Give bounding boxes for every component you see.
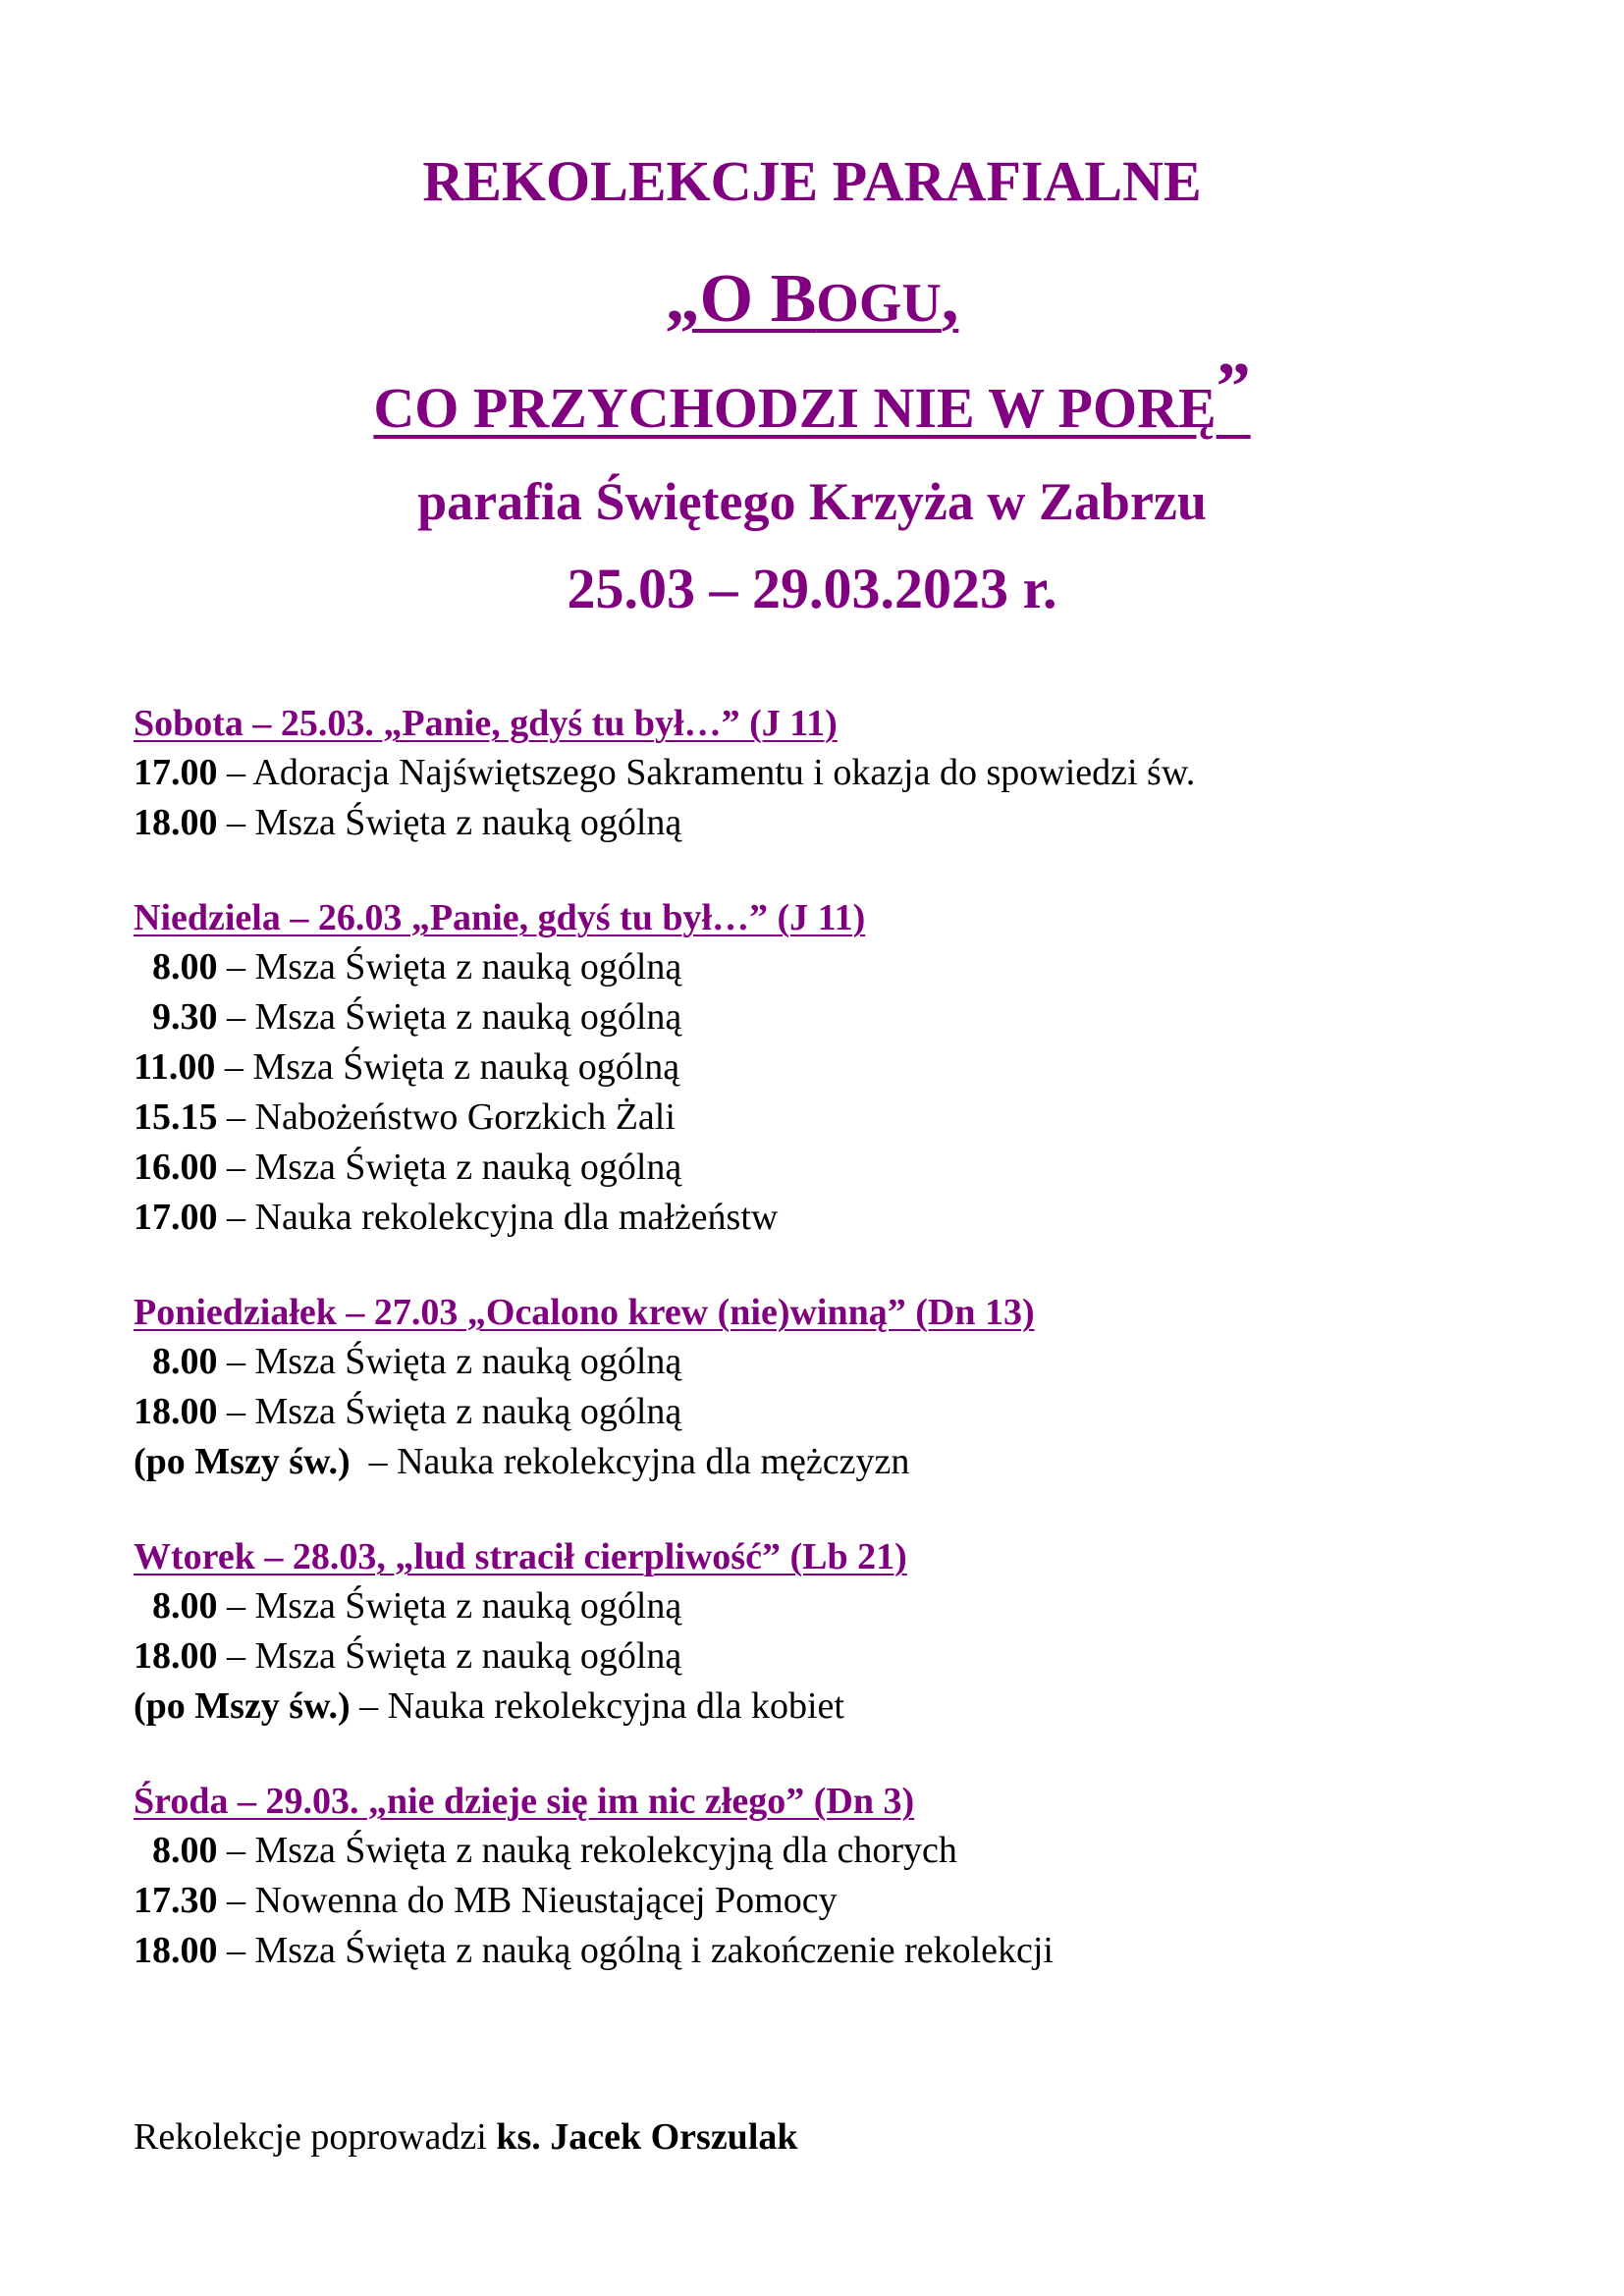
day-section: [134, 1288, 1557, 1487]
entry-time: 15.15: [134, 1096, 218, 1138]
entry-description: – Msza Święta z nauką ogólną: [217, 1147, 682, 1188]
entry-description: – Msza Święta z nauką ogólną: [215, 1046, 680, 1088]
retreat-leader-name: ks. Jacek Orszulak: [496, 2116, 798, 2158]
schedule-entry: [134, 1193, 1557, 1243]
theme-quote-open: „O B: [665, 261, 817, 337]
schedule-entry: [134, 1926, 1557, 1976]
entry-description: – Nowenna do MB Nieustającej Pomocy: [217, 1880, 838, 1921]
entry-time: 18.00: [134, 802, 218, 843]
entry-description: – Msza Święta z nauką ogólną: [217, 802, 682, 843]
theme-quote-line-2: [0, 349, 1624, 443]
schedule-entry: [134, 1876, 1557, 1926]
entry-time: 9.30: [134, 996, 218, 1038]
entry-time: (po Mszy św.): [134, 1441, 351, 1482]
entry-time: 11.00: [134, 1046, 216, 1088]
page-title: REKOLEKCJE PARAFIALNE: [422, 149, 1202, 213]
theme-quote-close: ”: [1216, 349, 1251, 425]
entry-time: 17.00: [134, 1197, 218, 1238]
day-heading: Wtorek – 28.03, „lud stracił cierpliwość” (Lb 21): [134, 1536, 907, 1577]
day-heading: Sobota – 25.03. „Panie, gdyś tu był…” (J 11): [134, 703, 838, 744]
schedule-entry: [134, 748, 1557, 798]
schedule-entry: [134, 1143, 1557, 1193]
footer-leader-line: [134, 2112, 798, 2162]
schedule-entry: [134, 1826, 1557, 1876]
entry-description: – Msza Święta z nauką ogólną: [217, 996, 682, 1038]
schedule-entry: [134, 1581, 1557, 1631]
entry-description: – Nabożeństwo Gorzkich Żali: [217, 1096, 676, 1138]
day-section: [134, 699, 1557, 848]
schedule-entry: [134, 1042, 1557, 1093]
event-dates: 25.03 – 29.03.2023 r.: [567, 557, 1057, 620]
entry-time: 17.30: [134, 1880, 218, 1921]
schedule-entry: [134, 1682, 1557, 1732]
entry-description: – Msza Święta z nauką ogólną: [217, 1635, 682, 1677]
entry-description: – Nauka rekolekcyjna dla mężczyzn: [350, 1441, 910, 1482]
schedule: [134, 699, 1557, 2021]
schedule-entry: [134, 942, 1557, 992]
theme-quote-text: CO PRZYCHODZI NIE W PORĘ: [373, 376, 1217, 440]
day-heading: Środa – 29.03. „nie dzieje się im nic złego” (Dn 3): [134, 1781, 915, 1822]
entry-time: 17.00: [134, 752, 218, 793]
entry-description: – Nauka rekolekcyjna dla małżeństw: [217, 1197, 779, 1238]
entry-description: – Msza Święta z nauką ogólną: [217, 946, 682, 988]
entry-time: 8.00: [134, 1585, 218, 1627]
entry-time: 18.00: [134, 1930, 218, 1971]
day-section: [134, 1777, 1557, 1976]
day-section: [134, 893, 1557, 1243]
entry-time: 18.00: [134, 1391, 218, 1432]
theme-quote-line-1: [0, 258, 1624, 345]
entry-time: 18.00: [134, 1635, 218, 1677]
schedule-entry: [134, 992, 1557, 1042]
day-heading: Niedziela – 26.03 „Panie, gdyś tu był…” (J 11): [134, 897, 866, 938]
entry-description: – Msza Święta z nauką ogólną: [217, 1391, 682, 1432]
entry-description: – Adoracja Najświętszego Sakramentu i okazja do spowiedzi św.: [217, 752, 1196, 793]
entry-description: – Msza Święta z nauką ogólną i zakończenie rekolekcji: [217, 1930, 1054, 1971]
parish-name: parafia Świętego Krzyża w Zabrzu: [417, 472, 1207, 531]
theme-quote-comma: ,: [941, 261, 959, 337]
day-section: [134, 1532, 1557, 1732]
theme-quote-smallcaps: OGU: [816, 273, 942, 334]
entry-time: (po Mszy św.): [134, 1685, 351, 1727]
schedule-entry: [134, 1387, 1557, 1437]
schedule-entry: [134, 1631, 1557, 1682]
entry-time: 8.00: [134, 1830, 218, 1871]
entry-time: 8.00: [134, 946, 218, 988]
schedule-entry: [134, 798, 1557, 848]
entry-time: 16.00: [134, 1147, 218, 1188]
schedule-entry: [134, 1337, 1557, 1387]
entry-description: – Msza Święta z nauką ogólną: [217, 1585, 682, 1627]
schedule-entry: [134, 1437, 1557, 1487]
entry-description: – Msza Święta z nauką rekolekcyjną dla chorych: [217, 1830, 957, 1871]
day-heading: Poniedziałek – 27.03 „Ocalono krew (nie)winną” (Dn 13): [134, 1292, 1035, 1333]
entry-description: – Nauka rekolekcyjna dla kobiet: [350, 1685, 844, 1727]
schedule-entry: [134, 1093, 1557, 1143]
footer-prefix: Rekolekcje poprowadzi: [134, 2116, 497, 2158]
entry-description: – Msza Święta z nauką ogólną: [217, 1341, 682, 1382]
entry-time: 8.00: [134, 1341, 218, 1382]
